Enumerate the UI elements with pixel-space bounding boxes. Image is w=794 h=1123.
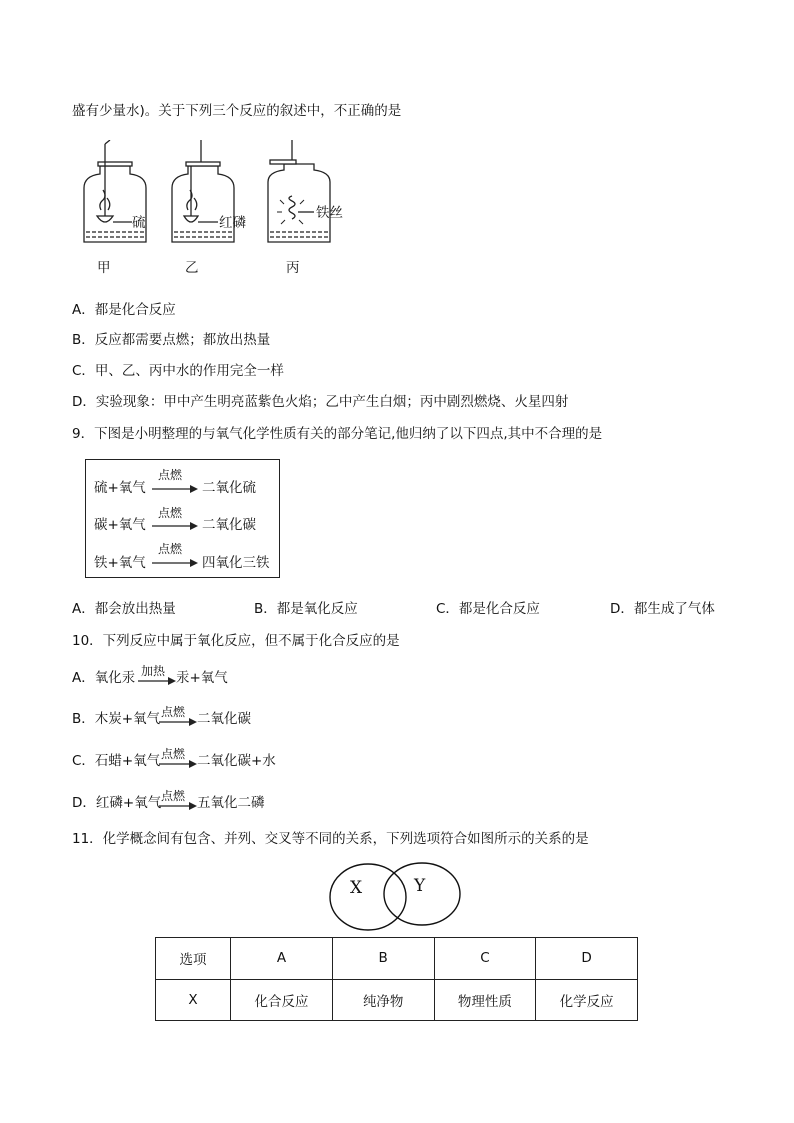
table-row <box>156 979 638 1021</box>
table-header-cell: B <box>332 938 434 980</box>
q10-option-c-condition: 点燃 <box>161 747 186 761</box>
note-1-arrow <box>152 485 198 493</box>
jar-caption-jia: 甲 <box>97 260 111 276</box>
q9-option-b: B．都是氧化反应 <box>254 601 358 617</box>
q10-option-a-condition: 加热 <box>141 664 166 678</box>
q8-option-c: C．甲、乙、丙中水的作用完全一样 <box>72 363 284 379</box>
note-2-arrow <box>152 522 198 530</box>
q10-option-d-condition: 点燃 <box>161 789 186 803</box>
venn-label-x: X <box>350 878 363 898</box>
q10-option-d-label: D．红磷+氧气 <box>72 795 162 811</box>
q9-option-c: C．都是化合反应 <box>436 601 540 617</box>
note-3-product: 四氧化三铁 <box>202 555 270 571</box>
note-2-reactants: 碳+氧气 <box>94 517 146 533</box>
jar-caption-bing: 丙 <box>286 260 300 276</box>
note-3-reactants: 铁+氧气 <box>94 555 146 571</box>
jar-label-iron-wire: 铁丝 <box>316 205 343 221</box>
jar-label-red-phosphorus: 红磷 <box>219 215 246 231</box>
jar-caption-yi: 乙 <box>185 260 199 276</box>
table-header-cell: A <box>231 938 333 980</box>
note-3-arrow <box>152 559 198 567</box>
table-cell: X <box>156 979 231 1021</box>
q10-option-a-product: 汞+氧气 <box>176 670 228 686</box>
q10-option-b-label: B．木炭+氧气 <box>72 711 161 727</box>
venn-circle-x <box>330 864 406 930</box>
q10-option-b-condition: 点燃 <box>161 705 186 719</box>
q10-option-c-arrow <box>159 760 197 768</box>
q10-option-d-product: 五氧化二磷 <box>197 795 265 811</box>
q10-option-c-product: 二氧化碳+水 <box>197 753 276 769</box>
table-header-cell: 选项 <box>156 938 231 980</box>
table-header-cell: D <box>536 938 638 980</box>
table-cell: 物理性质 <box>434 979 536 1021</box>
q10-option-a-label: A．氧化汞 <box>72 670 136 686</box>
note-1-condition: 点燃 <box>158 468 183 482</box>
table-header-cell: C <box>434 938 536 980</box>
q10-stem: 10．下列反应中属于氧化反应，但不属于化合反应的是 <box>72 633 400 649</box>
q11-options-table <box>155 937 638 1021</box>
note-1-product: 二氧化硫 <box>202 480 256 496</box>
q8-option-a: A．都是化合反应 <box>72 302 176 318</box>
venn-label-y: Y <box>414 876 426 896</box>
note-2-product: 二氧化碳 <box>202 517 256 533</box>
table-header-row <box>156 938 638 980</box>
q10-option-c-label: C．石蜡+氧气 <box>72 753 161 769</box>
table-cell: 纯净物 <box>332 979 434 1021</box>
jar-label-sulfur: 硫 <box>132 215 146 231</box>
q10-option-a-arrow <box>138 677 176 685</box>
q10-option-b-product: 二氧化碳 <box>197 711 251 727</box>
q9-option-d: D．都生成了气体 <box>610 601 715 617</box>
q9-stem: 9．下图是小明整理的与氧气化学性质有关的部分笔记,他归纳了以下四点,其中不合理的是 <box>72 426 603 442</box>
note-3-condition: 点燃 <box>158 542 183 556</box>
note-1-reactants: 硫+氧气 <box>94 480 146 496</box>
q8-option-d: D．实验现象：甲中产生明亮蓝紫色火焰；乙中产生白烟；丙中剧烈燃烧、火星四射 <box>72 394 569 410</box>
note-2-condition: 点燃 <box>158 506 183 520</box>
jar-bing <box>268 140 330 242</box>
q11-stem: 11．化学概念间有包含、并列、交叉等不同的关系，下列选项符合如图所示的关系的是 <box>72 831 589 847</box>
q10-option-d-arrow <box>159 802 197 810</box>
table-cell: 化合反应 <box>231 979 333 1021</box>
q8-intro: 盛有少量水)。关于下列三个反应的叙述中，不正确的是 <box>72 103 402 119</box>
q9-notes-box <box>85 459 280 578</box>
q11-venn-diagram <box>326 862 466 932</box>
q10-option-b-arrow <box>159 718 197 726</box>
q9-option-a: A．都会放出热量 <box>72 601 176 617</box>
table-cell: 化学反应 <box>536 979 638 1021</box>
q8-option-b: B．反应都需要点燃；都放出热量 <box>72 332 271 348</box>
